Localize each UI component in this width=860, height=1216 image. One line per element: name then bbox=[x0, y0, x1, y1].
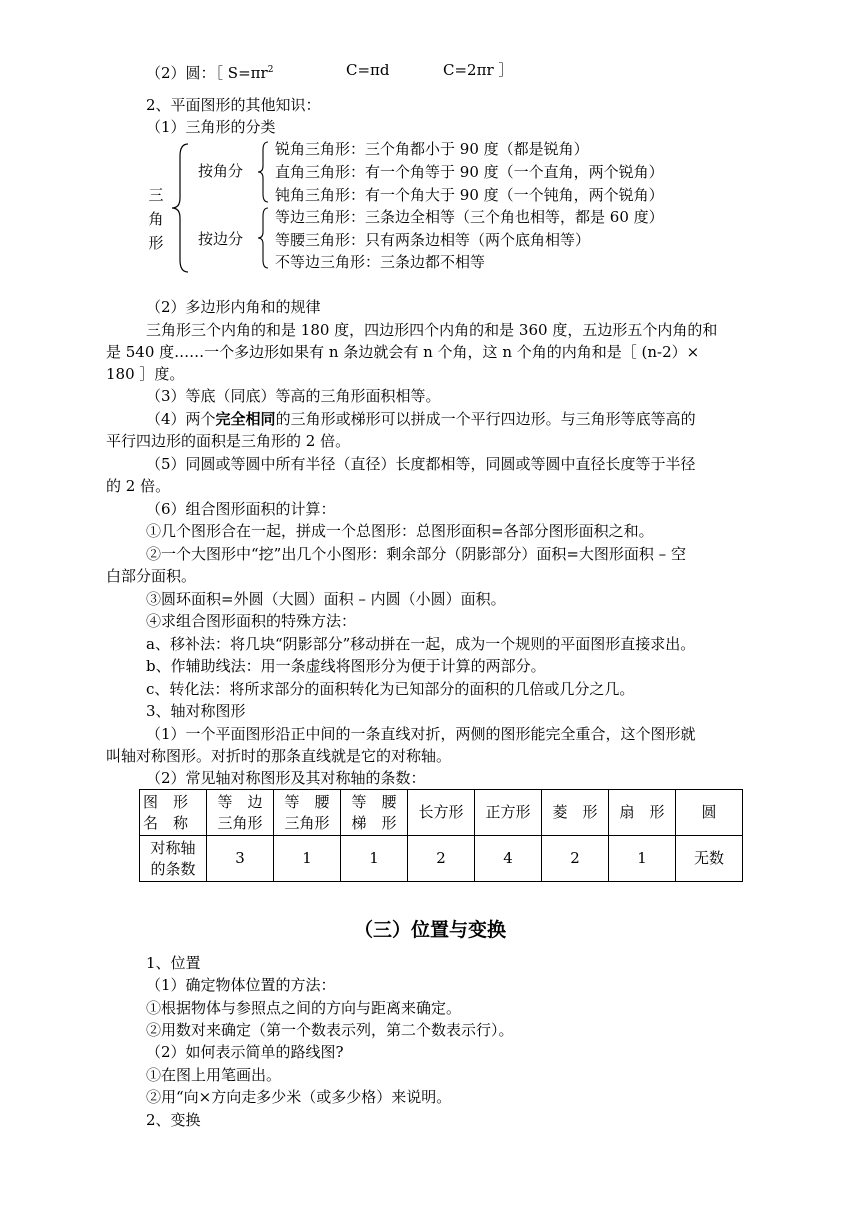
item-4-line-2: 平行四边形的面积是三角形的 2 倍。 bbox=[106, 432, 351, 450]
side-item-isosceles: 等腰三角形：只有两条边相等（两个底角相等） bbox=[275, 231, 591, 249]
polygon-text-line: 三角形三个内角的和是 180 度，四边形四个内角的和是 360 度，五边形五个内角的和 bbox=[146, 321, 718, 339]
table-cell: 1 bbox=[341, 836, 408, 882]
outer-brace bbox=[168, 142, 192, 274]
table-cell: 无数 bbox=[676, 836, 743, 882]
table-row-label: 对称轴 的条数 bbox=[140, 836, 207, 882]
table-header-cell: 菱 形 bbox=[542, 790, 609, 836]
item-5: （5）同圆或等圆中所有半径（直径）长度都相等，同圆或等圆中直径长度等于半径 bbox=[146, 455, 696, 473]
triangle-vertical-char: 三 bbox=[148, 186, 164, 204]
table-cell: 4 bbox=[475, 836, 542, 882]
position-item-2b: ②用“向×方向走多少米（或多少格）来说明。 bbox=[146, 1088, 452, 1106]
circle-formula-line bbox=[146, 60, 273, 81]
table-header-cell: 正方形 bbox=[475, 790, 542, 836]
item-3: （3）等底（同底）等高的三角形面积相等。 bbox=[146, 387, 441, 405]
position-item-1b: ②用数对来确定（第一个数表示列，第二个数表示行）。 bbox=[146, 1021, 514, 1039]
triangle-vertical-char: 形 bbox=[148, 234, 164, 252]
axis-table-title: （2）常见轴对称图形及其对称轴的条数： bbox=[146, 769, 426, 787]
side-brace bbox=[255, 206, 271, 270]
polygon-title: （2）多边形内角和的规律 bbox=[146, 298, 321, 316]
position-item-1a: ①根据物体与参照点之间的方向与距离来确定。 bbox=[146, 999, 462, 1017]
position-title: 1、位置 bbox=[146, 954, 201, 972]
angle-item-right: 直角三角形：有一个角等于 90 度（一个直角，两个锐角） bbox=[275, 163, 664, 181]
section-2-title: 2、平面图形的其他知识： bbox=[146, 96, 321, 114]
triangle-vertical-char: 角 bbox=[148, 210, 164, 228]
position-item-2a: ①在图上用笔画出。 bbox=[146, 1066, 282, 1084]
side-item-equilateral: 等边三角形：三条边全相等（三个角也相等，都是 60 度） bbox=[275, 208, 664, 226]
table-row bbox=[140, 836, 743, 882]
table-row bbox=[140, 790, 743, 836]
table-cell: 2 bbox=[542, 836, 609, 882]
table-header-cell: 长方形 bbox=[408, 790, 475, 836]
angle-item-acute: 锐角三角形：三个角都小于 90 度（都是锐角） bbox=[275, 140, 589, 158]
composite-1: ①几个图形合在一起，拼成一个总图形：总图形面积=各部分图形面积之和。 bbox=[146, 522, 654, 540]
symmetry-table bbox=[139, 789, 743, 882]
table-cell: 1 bbox=[274, 836, 341, 882]
item-4: （4）两个完全相同的三角形或梯形可以拼成一个平行四边形。与三角形等底等高的 bbox=[146, 410, 696, 428]
table-cell: 1 bbox=[609, 836, 676, 882]
emphasis-text: 完全相同 bbox=[215, 410, 276, 428]
composite-2: ②一个大图形中“挖”出几个小图形：剩余部分（阴影部分）面积=大图形面积 – 空 bbox=[146, 545, 686, 563]
table-header-cell: 等 腰 三角形 bbox=[274, 790, 341, 836]
angle-brace bbox=[255, 140, 271, 204]
table-cell: 3 bbox=[207, 836, 274, 882]
table-header-cell: 等 边 三角形 bbox=[207, 790, 274, 836]
section-heading: （三）位置与变换 bbox=[353, 919, 506, 941]
composite-2-line-2: 白部分面积。 bbox=[106, 567, 197, 585]
composite-3: ③圆环面积=外圆（大圆）面积 – 内圆（小圆）面积。 bbox=[146, 590, 506, 608]
table-header-cell: 圆 bbox=[676, 790, 743, 836]
composite-4: ④求组合图形面积的特殊方法： bbox=[146, 612, 357, 630]
position-item-2: （2）如何表示简单的路线图? bbox=[146, 1043, 344, 1061]
table-header-cell: 等 腰 梯 形 bbox=[341, 790, 408, 836]
side-item-scalene: 不等边三角形：三条边都不相等 bbox=[275, 253, 486, 271]
by-angle-label: 按角分 bbox=[198, 162, 244, 180]
triangle-class-title: （1）三角形的分类 bbox=[146, 118, 276, 136]
axis-definition: （1）一个平面图形沿正中间的一条直线对折，两侧的图形能完全重合，这个图形就 bbox=[146, 725, 696, 743]
axis-definition-line-2: 叫轴对称图形。对折时的那条直线就是它的对称轴。 bbox=[106, 747, 452, 765]
circle-circumference-r: C=2πr ］ bbox=[443, 61, 514, 79]
position-item-1: （1）确定物体位置的方法： bbox=[146, 976, 336, 994]
by-side-label: 按边分 bbox=[198, 230, 244, 248]
angle-item-obtuse: 钝角三角形：有一个角大于 90 度（一个钝角，两个锐角） bbox=[275, 186, 664, 204]
polygon-text-line: 180 ］度。 bbox=[106, 365, 185, 383]
circle-area-formula: （2）圆：［ $S=\pi r^2$ bbox=[146, 64, 274, 82]
table-header-cell: 扇 形 bbox=[609, 790, 676, 836]
table-header-cell: 图 形 名 称 bbox=[140, 790, 207, 836]
method-c: c、转化法：将所求部分的面积转化为已知部分的面积的几倍或几分之几。 bbox=[146, 680, 635, 698]
item-5-line-2: 的 2 倍。 bbox=[106, 477, 171, 495]
transform-title: 2、变换 bbox=[146, 1111, 201, 1129]
polygon-text-line: 是 540 度……一个多边形如果有 n 条边就会有 n 个角，这 n 个角的内角和是［ (n-2）× bbox=[106, 343, 700, 361]
method-b: b、作辅助线法：用一条虚线将图形分为便于计算的两部分。 bbox=[146, 657, 546, 675]
section-3-title: 3、轴对称图形 bbox=[146, 702, 246, 720]
table-cell: 2 bbox=[408, 836, 475, 882]
method-a: a、移补法：将几块“阴影部分”移动拼在一起，成为一个规则的平面图形直接求出。 bbox=[146, 635, 696, 653]
item-6: （6）组合图形面积的计算： bbox=[146, 500, 336, 518]
circle-circumference-d: C=πd bbox=[346, 61, 390, 79]
